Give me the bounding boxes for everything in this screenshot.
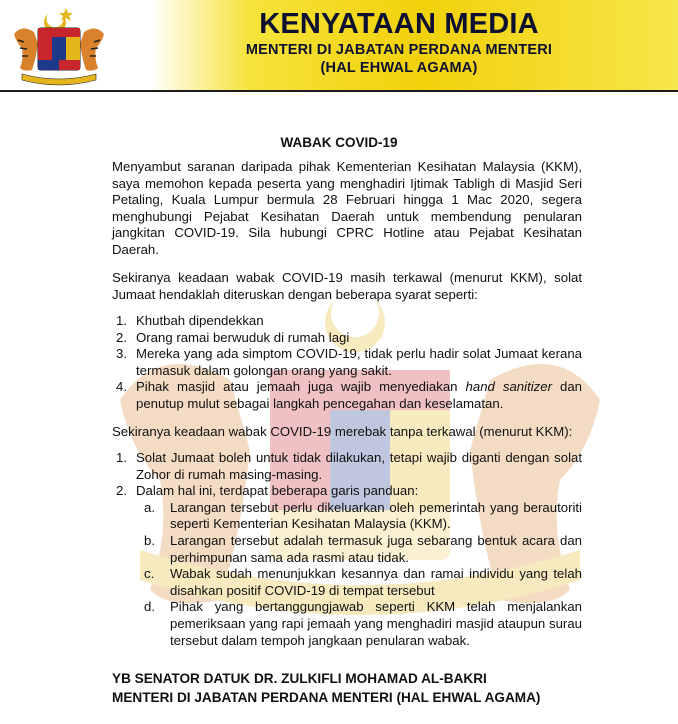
sublist-item [136, 533, 582, 566]
sublist-item [136, 599, 582, 649]
list-item-text: Mereka yang ada simptom COVID-19, tidak perlu hadir solat Jumaat kerana termasuk dalam golongan orang yang sakit. [136, 346, 582, 378]
signature-title: MENTERI DI JABATAN PERDANA MENTERI (HAL EHWAL AGAMA) [112, 690, 541, 705]
sublist-item-text: Wabak sudah menunjukkan kesannya dan ramai individu yang telah disahkan positif COVID-19 di tempat tersebut [170, 566, 582, 598]
list-item-text-before: Pihak masjid atau jemaah juga wajib menyediakan [136, 379, 466, 395]
list-item-text-after: dan penutup mulut sebagai langkah pencegahan dan keselamatan. [136, 379, 583, 411]
list-item [112, 330, 582, 347]
paragraph-intro: Menyambut saranan daripada pihak Kementerian Kesihatan Malaysia (KKM), saya memohon kepada peserta yang menghadiri Ijtimak Tabligh di Masjid Seri Petaling, Kuala Lumpur bermula 28 Februari hingga 1 Mac 2020, segera menghubungi Pejabat Kesihatan Daerah untuk membendung penularan jangkitan COVID-19. Sila hubungi CPRC Hotline atau Pejabat Kesihatan Daerah. [112, 159, 582, 257]
list-item-number: 1. [116, 313, 127, 328]
list-item-text: Dalam hal ini, terdapat beberapa garis panduan: [136, 483, 419, 499]
list-item-text: Solat Jumaat boleh untuk tidak dilakukan, tetapi wajib diganti dengan solat Zohor di rumah masing-masing. [136, 450, 582, 482]
sublist-item-text: Larangan tersebut perlu dikeluarkan oleh pemerintah yang berautoriti seperti Kementerian Kesihatan Malaysia (KKM). [170, 499, 582, 532]
sublist-item-letter: b. [144, 532, 155, 548]
document-title: WABAK COVID-19 [280, 135, 398, 150]
sublist-item-text: Larangan tersebut adalah termasuk juga sebarang bentuk acara dan perhimpunan sama ada rasmi atau tidak. [170, 532, 582, 565]
sublist-item-text: Pihak yang bertanggungjawab seperti KKM telah menjalankan pemeriksaan yang rapi jemaah yang menghadiri masjid ataupun surau tersebut dalam tempoh jangkaan penularan wabak. [170, 599, 582, 648]
header-subtitle-2: (HAL EHWAL AGAMA) [320, 60, 478, 76]
list-item [112, 483, 582, 649]
conditions-list [112, 313, 582, 413]
list-item-text: Khutbah dipendekkan [136, 313, 264, 328]
signature-name: YB SENATOR DATUK DR. ZULKIFLI MOHAMAD AL-BAKRI [112, 671, 487, 686]
list-item [112, 450, 582, 483]
sublist-item-letter: c. [144, 566, 155, 582]
guidelines-sublist [136, 500, 582, 649]
sublist-item-letter: d. [144, 599, 155, 615]
sublist-item [136, 500, 582, 533]
list-item-number: 2. [116, 483, 127, 499]
list-item-text: Orang ramai berwuduk di rumah lagi [136, 329, 350, 345]
guidelines-list [112, 450, 582, 649]
sublist-item-letter: a. [144, 499, 155, 515]
list-item [112, 346, 582, 379]
list-item [112, 313, 582, 330]
header-title: KENYATAAN MEDIA [259, 8, 539, 40]
header-subtitle: MENTERI DI JABATAN PERDANA MENTERI [245, 42, 553, 58]
list-item-number: 1. [116, 450, 127, 465]
sublist-item [136, 566, 582, 599]
list-item-number: 4. [116, 379, 127, 395]
list-item [112, 379, 582, 412]
list-item-number: 3. [116, 346, 127, 362]
list-item-text-italic: hand sanitizer [465, 379, 552, 395]
paragraph-uncontrolled: Sekiranya keadaan wabak COVID-19 merebak tanpa terkawal (menurut KKM): [112, 424, 573, 439]
list-item-number: 2. [116, 329, 127, 345]
paragraph-controlled: Sekiranya keadaan wabak COVID-19 masih terkawal (menurut KKM), solat Jumaat hendaklah diteruskan dengan beberapa syarat seperti: [112, 270, 582, 302]
